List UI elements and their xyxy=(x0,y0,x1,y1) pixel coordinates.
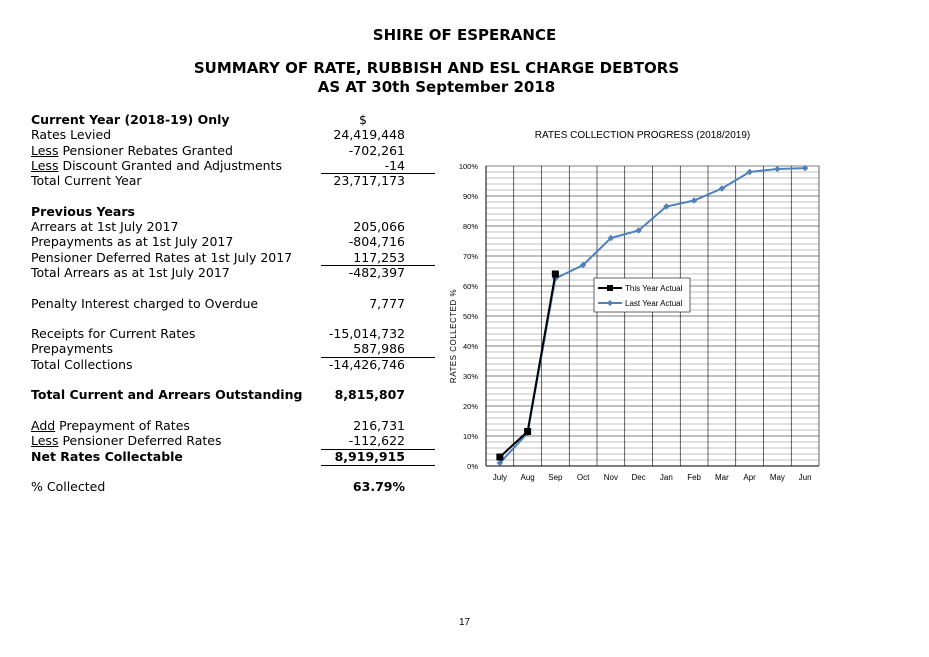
pensioner-rebates-value: -702,261 xyxy=(348,142,405,158)
data-point xyxy=(552,271,559,278)
y-tick-label: 20% xyxy=(462,402,478,411)
spacer xyxy=(31,403,411,418)
pensioner-deferred-label: Pensioner Deferred Rates at 1st July 2017 xyxy=(31,249,293,265)
legend-label: Last Year Actual xyxy=(625,299,683,308)
total-current-year-value: 23,717,173 xyxy=(333,173,405,189)
total-current-year-row xyxy=(31,173,411,188)
net-collectable-label: Net Rates Collectable xyxy=(31,448,183,464)
receipts-label: Receipts for Current Rates xyxy=(31,326,196,342)
pensioner-rebates-label xyxy=(31,143,233,158)
rates-collection-chart xyxy=(440,120,830,490)
penalty-interest-row xyxy=(31,296,411,311)
x-tick-label: Nov xyxy=(603,473,618,482)
pct-collected-value: 63.79% xyxy=(352,479,405,495)
total-outstanding-row xyxy=(31,387,411,402)
discount-label xyxy=(31,158,282,173)
x-tick-label: Mar xyxy=(714,473,729,482)
x-tick-label: Apr xyxy=(743,473,756,482)
spacer xyxy=(31,280,411,295)
org-title: SHIRE OF ESPERANCE xyxy=(372,26,557,44)
prepayments-row xyxy=(31,341,411,356)
x-tick-label: Dec xyxy=(631,473,646,482)
pensioner-deferred-value: 117,253 xyxy=(353,249,405,265)
previous-years-heading: Previous Years xyxy=(31,203,135,219)
prepayments-prev-label: Prepayments as at 1st July 2017 xyxy=(31,234,234,250)
y-tick-label: 40% xyxy=(462,342,478,351)
pct-collected-row xyxy=(31,479,411,494)
y-tick-label: 50% xyxy=(462,312,478,321)
total-arrears-label: Total Arrears as at 1st July 2017 xyxy=(31,264,230,280)
chart-title: RATES COLLECTION PROGRESS (2018/2019) xyxy=(534,130,751,141)
prepayments-value: 587,986 xyxy=(353,341,405,357)
x-tick-label: Sep xyxy=(548,473,563,482)
add-prepayment-value: 216,731 xyxy=(353,417,405,433)
currency-symbol: $ xyxy=(359,112,367,127)
pensioner-deferred-row xyxy=(31,250,411,265)
total-outstanding-value: 8,815,807 xyxy=(334,387,405,403)
pensioner-rebates-prefix: Less xyxy=(31,142,59,158)
arrears-row xyxy=(31,219,411,234)
spacer xyxy=(31,188,411,203)
data-point xyxy=(496,454,503,461)
add-prepayment-text: Prepayment of Rates xyxy=(55,417,190,433)
y-tick-label: 60% xyxy=(462,282,478,291)
current-year-heading: Current Year (2018-19) Only xyxy=(31,112,230,127)
receipts-row xyxy=(31,326,411,341)
total-collections-row xyxy=(31,357,411,372)
total-arrears-row xyxy=(31,265,411,280)
total-current-year-label: Total Current Year xyxy=(31,173,142,189)
prepayments-prev-row xyxy=(31,234,411,249)
discount-value: -14 xyxy=(384,157,405,173)
y-tick-label: 30% xyxy=(462,372,478,381)
y-tick-label: 10% xyxy=(462,432,478,441)
add-prepayment-label xyxy=(31,418,190,433)
less-pensioner-deferred-label xyxy=(31,433,221,448)
legend-marker xyxy=(607,285,613,291)
report-date: AS AT 30th September 2018 xyxy=(317,78,556,96)
current-year-heading-row xyxy=(31,112,411,127)
data-point xyxy=(691,197,697,203)
x-tick-label: Aug xyxy=(520,473,535,482)
total-collections-value: -14,426,746 xyxy=(328,356,405,372)
discount-prefix: Less xyxy=(31,157,59,173)
y-axis-label: RATES COLLECTED % xyxy=(449,288,458,384)
add-prepayment-prefix: Add xyxy=(31,417,56,433)
discount-row xyxy=(31,158,411,173)
less-pensioner-deferred-text: Pensioner Deferred Rates xyxy=(58,433,222,449)
arrears-label: Arrears at 1st July 2017 xyxy=(31,219,179,235)
x-tick-label: Oct xyxy=(576,473,590,482)
net-collectable-row xyxy=(31,449,411,464)
penalty-interest-label: Penalty Interest charged to Overdue xyxy=(31,295,259,311)
report-title-line: SUMMARY OF RATE, RUBBISH AND ESL CHARGE DEBTORS xyxy=(193,59,680,77)
report-title xyxy=(0,59,873,97)
prepayments-label: Prepayments xyxy=(31,341,114,357)
rates-levied-row xyxy=(31,127,411,142)
penalty-interest-value: 7,777 xyxy=(369,295,405,311)
net-collectable-value: 8,919,915 xyxy=(334,448,405,464)
y-tick-label: 80% xyxy=(462,222,478,231)
receipts-value: -15,014,732 xyxy=(328,326,405,342)
pensioner-rebates-row xyxy=(31,143,411,158)
y-tick-label: 100% xyxy=(458,162,478,171)
data-point xyxy=(774,166,780,172)
rates-levied-label: Rates Levied xyxy=(31,127,112,143)
summary-table xyxy=(31,112,411,494)
less-pensioner-deferred-value: -112,622 xyxy=(348,433,405,449)
x-tick-label: Jan xyxy=(659,473,673,482)
total-collections-label: Total Collections xyxy=(31,356,133,372)
less-pensioner-deferred-prefix: Less xyxy=(31,433,59,449)
x-tick-label: Feb xyxy=(687,473,702,482)
data-point xyxy=(524,428,531,435)
discount-text: Discount Granted and Adjustments xyxy=(58,157,282,173)
pct-collected-label: % Collected xyxy=(31,479,106,495)
arrears-value: 205,066 xyxy=(353,219,405,235)
spacer xyxy=(31,311,411,326)
x-tick-label: Jun xyxy=(798,473,812,482)
spacer xyxy=(31,464,411,479)
less-pensioner-deferred-row xyxy=(31,433,411,448)
x-tick-label: July xyxy=(492,473,507,482)
y-tick-label: 90% xyxy=(462,192,478,201)
legend-label: This Year Actual xyxy=(625,284,683,293)
y-tick-label: 70% xyxy=(462,252,478,261)
total-outstanding-label: Total Current and Arrears Outstanding xyxy=(31,387,303,403)
x-tick-label: May xyxy=(769,473,785,482)
pensioner-rebates-text: Pensioner Rebates Granted xyxy=(58,142,233,158)
y-tick-label: 0% xyxy=(467,462,478,471)
previous-years-heading-row xyxy=(31,204,411,219)
rates-levied-value: 24,419,448 xyxy=(333,127,405,143)
page-number: 17 xyxy=(458,617,471,628)
spacer xyxy=(31,372,411,387)
add-prepayment-row xyxy=(31,418,411,433)
total-arrears-value: -482,397 xyxy=(348,264,405,280)
prepayments-prev-value: -804,716 xyxy=(348,234,405,250)
